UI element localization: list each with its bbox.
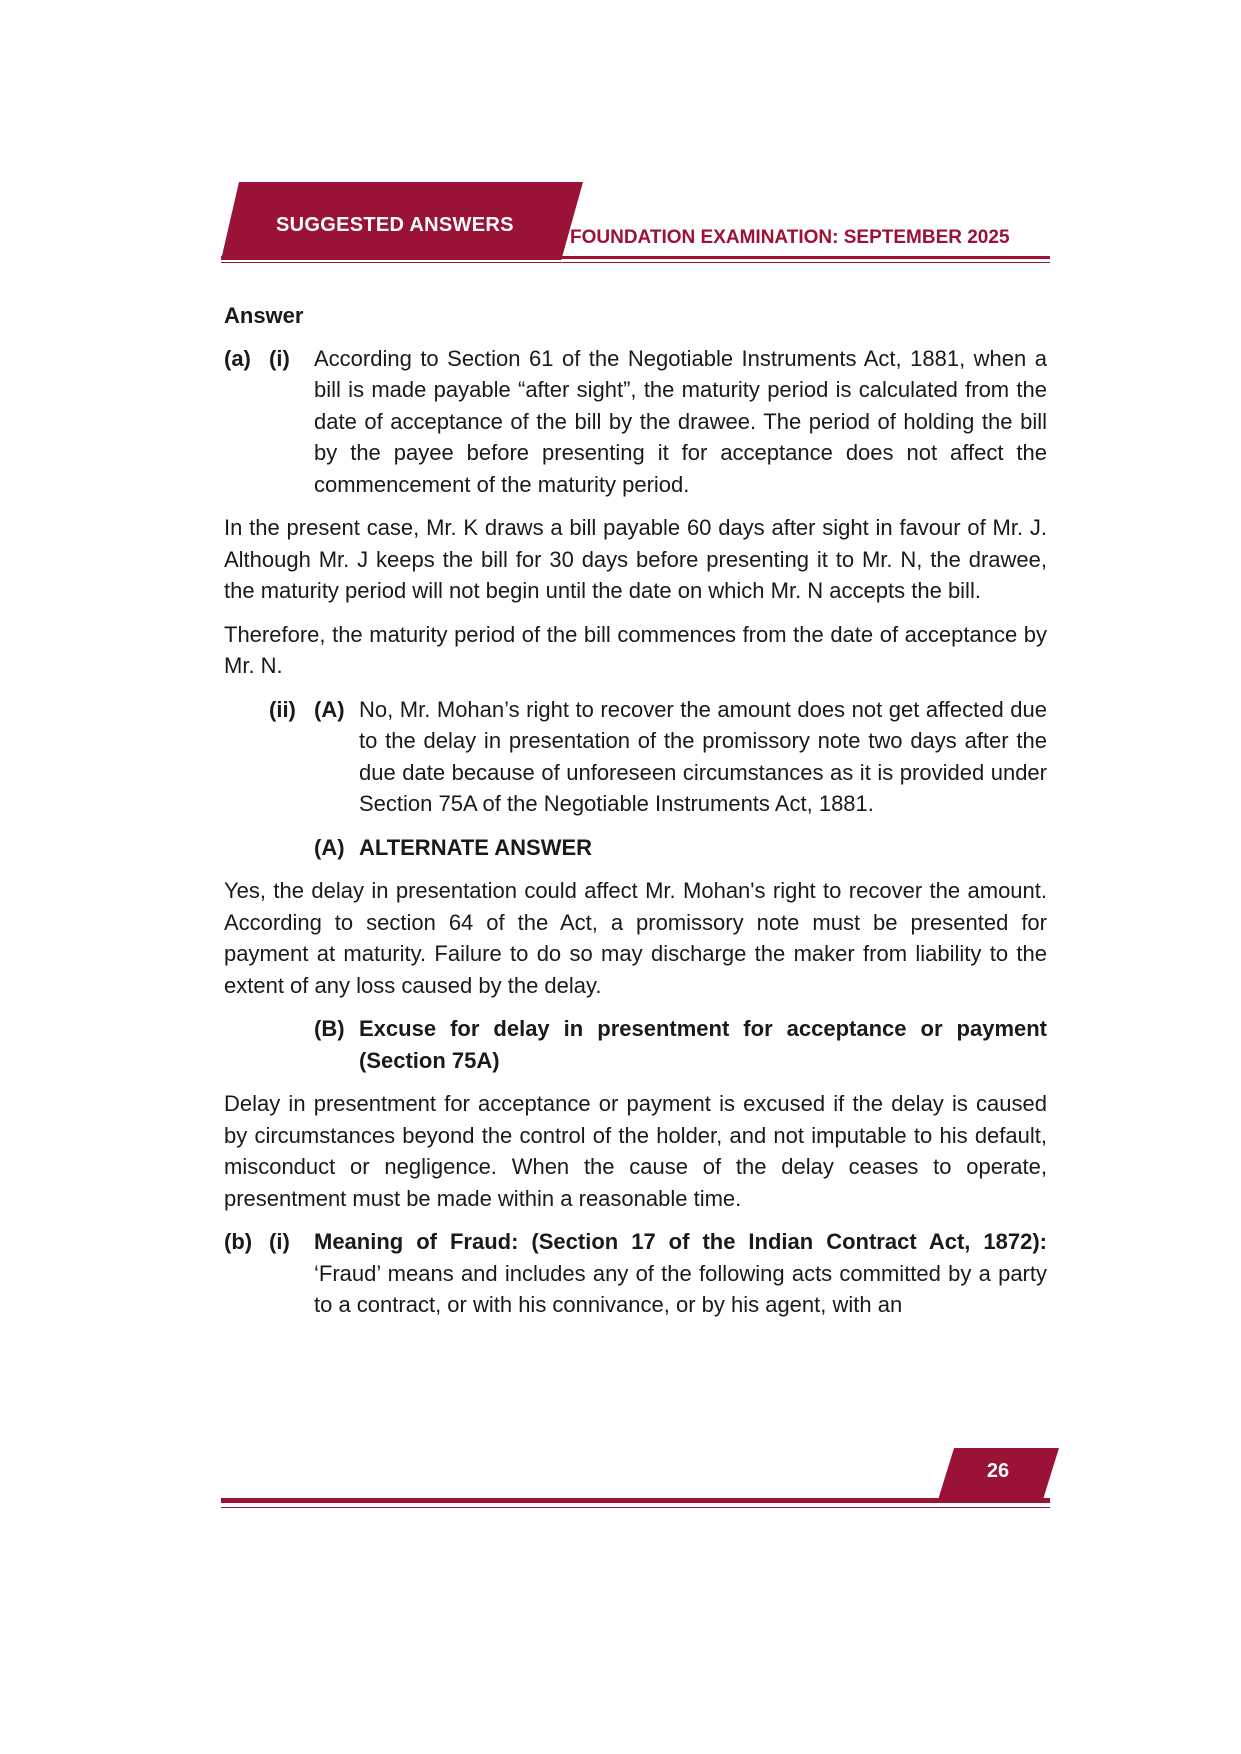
sub-label-b-i: (i) bbox=[269, 1229, 290, 1254]
alternate-answer-heading: ALTERNATE ANSWER bbox=[359, 834, 593, 860]
page-number: 26 bbox=[986, 1460, 1010, 1482]
footer-rule bbox=[221, 1498, 1050, 1503]
sub-label-i: (i) bbox=[269, 345, 290, 371]
exam-title: FOUNDATION EXAMINATION: SEPTEMBER 2025 bbox=[570, 227, 1010, 248]
sub-label-ii: (ii) bbox=[269, 696, 296, 722]
header-tab-label: SUGGESTED ANSWERS bbox=[276, 214, 514, 236]
answer-a-ii-B bbox=[314, 1013, 1047, 1076]
page-content bbox=[224, 300, 1047, 1333]
answer-a-i-para-3: Therefore, the maturity period of the bill commences from the date of acceptance by Mr. N. bbox=[224, 621, 1047, 678]
alternate-answer-heading-row bbox=[314, 832, 1047, 864]
item-label-B: (B) bbox=[314, 1016, 345, 1041]
item-label-A: (A) bbox=[314, 696, 345, 722]
item-label-alt-A: (A) bbox=[314, 834, 345, 860]
section-75a-heading: Excuse for delay in presentment for acceptance or payment (Section 75A) bbox=[359, 1016, 1047, 1073]
header-rule bbox=[221, 256, 1050, 259]
fraud-definition: ‘Fraud’ means and includes any of the following acts committed by a party to a contract, or with his connivance, or by his agent, with an bbox=[314, 1260, 1047, 1317]
answer-a-ii-A bbox=[269, 694, 1047, 820]
part-label-b: (b) bbox=[224, 1229, 253, 1254]
header-rule-thin bbox=[221, 262, 1050, 263]
answer-a-i-para-2: In the present case, Mr. K draws a bill payable 60 days after sight in favour of Mr. J. Although Mr. J keeps the bill for 30 days before presenting it to Mr. N, the drawee, the maturity period will not begin until the date on which Mr. N accepts the bill. bbox=[224, 515, 1047, 603]
alternate-answer-text: Yes, the delay in presentation could affect Mr. Mohan's right to recover the amount. According to section 64 of the Act, a promissory note must be presented for payment at maturity. Failure to do so may discharge the maker from liability to the extent of any loss caused by the delay. bbox=[224, 878, 1047, 998]
answer-a-ii-A-text: No, Mr. Mohan’s right to recover the amount does not get affected due to the delay in presentation of the promissory note two days after the due date because of unforeseen circumstances as it is provided under Section 75A of the Negotiable Instruments Act, 1881. bbox=[359, 696, 1047, 816]
footer-rule-thin bbox=[221, 1507, 1050, 1508]
section-75a-text: Delay in presentment for acceptance or payment is excused if the delay is caused by circumstances beyond the control of the holder, and not imputable to his default, misconduct or negligence. When the cause of the delay ceases to operate, presentment must be made within a reasonable time. bbox=[224, 1091, 1047, 1211]
fraud-heading: Meaning of Fraud: (Section 17 of the Indian Contract Act, 1872): bbox=[314, 1229, 1047, 1254]
answer-a-i bbox=[224, 343, 1047, 501]
answer-a-i-para-1: According to Section 61 of the Negotiable Instruments Act, 1881, when a bill is made payable “after sight”, the maturity period is calculated from the date of acceptance of the bill by the drawee. The period of holding the bill by the payee before presenting it for acceptance does not affect the commencement of the maturity period. bbox=[314, 345, 1047, 497]
answer-b-i-content bbox=[314, 1226, 1047, 1321]
part-label-a: (a) bbox=[224, 345, 251, 371]
answer-b-i bbox=[224, 1226, 1047, 1321]
answer-heading: Answer bbox=[224, 303, 304, 328]
